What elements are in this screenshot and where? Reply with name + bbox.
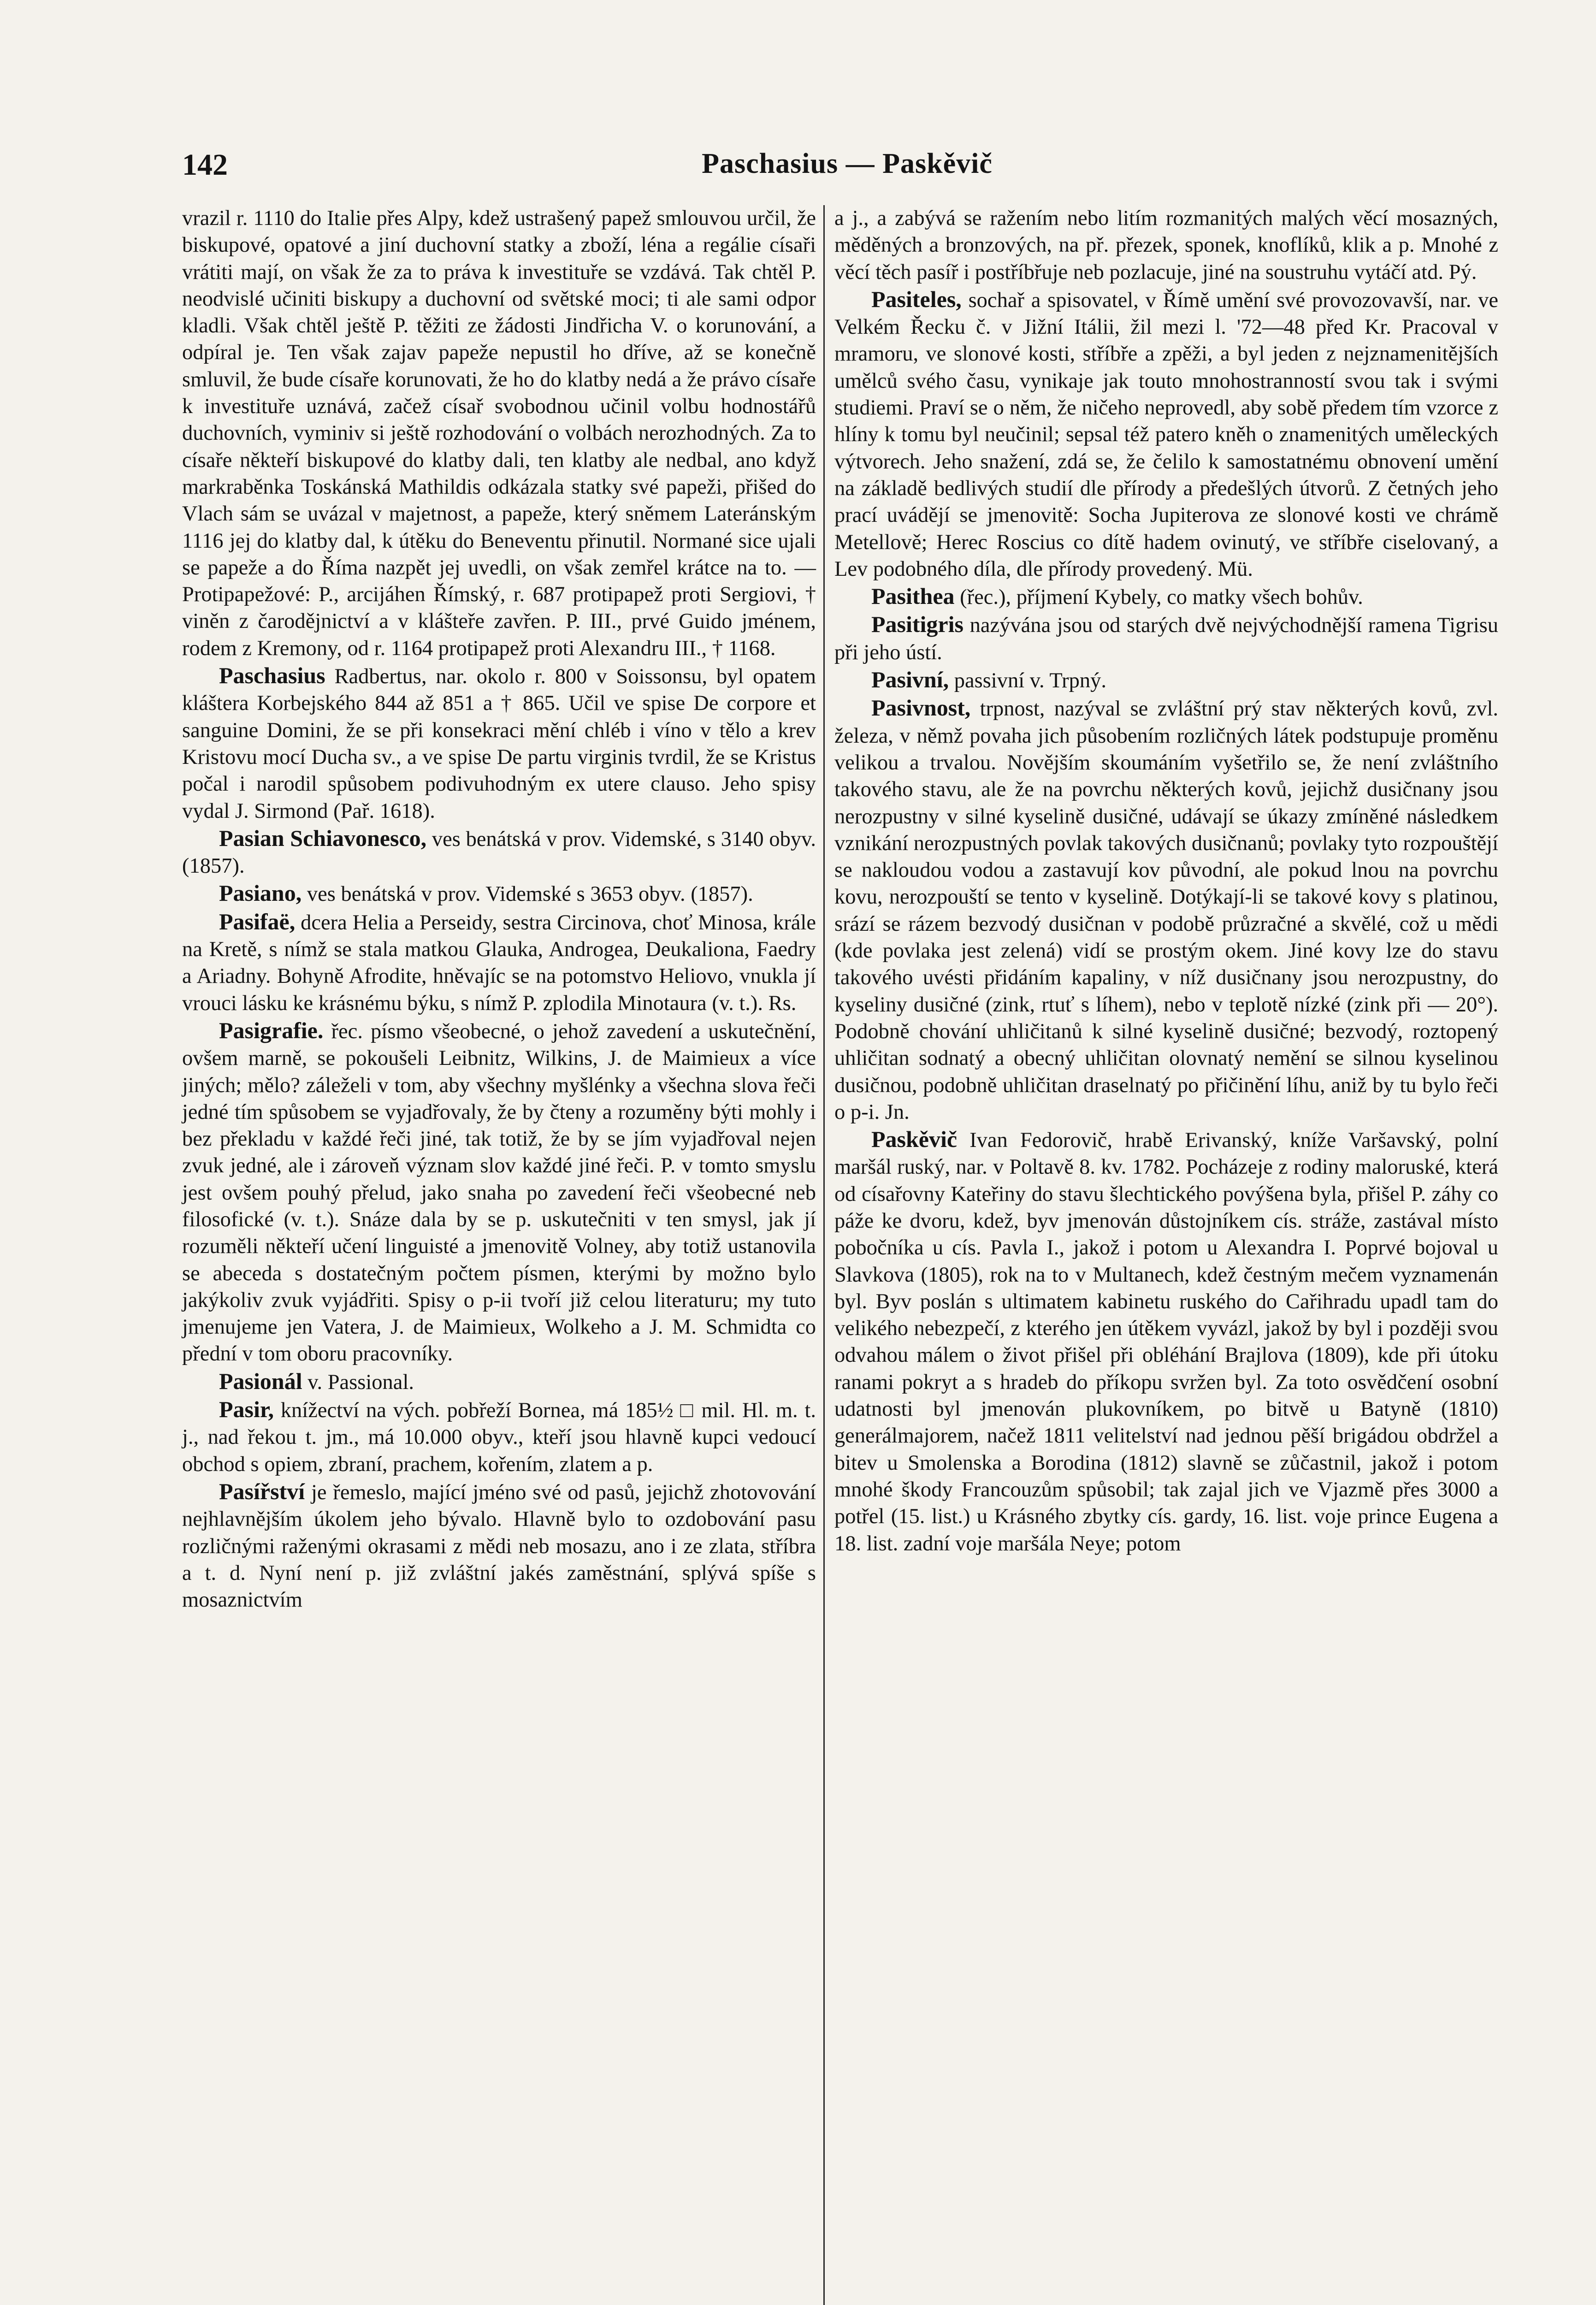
entry-headword: Pasithea — [871, 583, 955, 609]
entry-headword: Pasir, — [219, 1396, 274, 1423]
page-header — [182, 148, 1512, 184]
entry-text: sochař a spisovatel, v Římě umění své provozovavší, nar. ve Velkém Řecku č. v Jižní Itálii, žil mezi l. '72—48 před Kr. Pracoval v mramoru, ve slonové kosti, stříbře a zpěži, a byl jeden z nejznamenitějších umělců svého času, vynikaje jak touto mnohostranností svou tak i svými studiemi. Praví se o něm, že ničeho neprovedl, aby sobě předem tím vzorce z hlíny k tomu byl neučinil; sepsal též patero kněh o znamenitých uměleckých výtvorech. Jeho snažení, zdá se, že čelilo k samostatnému obnovení umění na základě bedlivých studií dle přírody a předešlých útvorů. Z četných jeho prací uvádějí se jmenovitě: Socha Jupiterova ze slonové kosti ve chrámě Metellově; Herec Roscius co dítě hadem ovinutý, ve stříbře ciselovaný, a Lev podobného díla, dle přírody provedený. Mü. — [834, 288, 1499, 581]
entry-headword: Pasířství — [219, 1478, 305, 1504]
dictionary-entry — [182, 205, 816, 662]
entry-text: dcera Helia a Perseidy, sestra Circinova, choť Minosa, krále na Kretě, s nímž se stala matkou Glauka, Androgea, Deukaliona, Faedry a Ariadny. Bohyně Afrodite, hněvajíc se na potomstvo Heliovo, vnukla jí vrouci lásku ke krásnému býku, s nímž P. zplodila Minotaura (v. t.). Rs. — [182, 910, 816, 1015]
entry-text: je řemeslo, mající jméno své od pasů, jejichž zhotovování nejhlavnějším úkolem jeho bývalo. Hlavně bylo to ozdobování pasu rozličnými raženými okrasami z mědi neb mosazu, ano i ze zlata, stříbra a t. d. Nyní není p. již zvláštní jakés zaměstnání, splývá spíše s mosaznictvím — [182, 1480, 816, 1612]
entry-headword: Paschasius — [219, 662, 325, 689]
dictionary-entry — [834, 666, 1498, 694]
entry-headword: Paskěvič — [871, 1126, 958, 1152]
entry-text: Radbertus, nar. okolo r. 800 v Soissonsu, byl opatem kláštera Korbejského 844 až 851 a † 865. Učil ve spise De corpore et sanguine Domini, že se při konsekraci mění chléb i víno v tělo a krev Kristovu mocí Ducha sv., a ve spise De partu virginis tvrdil, že se Kristus počal i narodil spůsobem podivuhodným ex utere clauso. Jeho spisy vydal J. Sirmond (Pař. 1618). — [182, 665, 816, 823]
entry-text: nazývána jsou od starých dvě nejvýchodnější ramena Tigrisu při jeho ústí. — [834, 614, 1498, 664]
entry-text: trpnost, nazýval se zvláštní prý stav některých kovů, zvl. železa, v němž povaha jich působením rozličných látek podstupuje proměnu velikou a trvalou. Novějším skoumáním vyšetřilo se, že není zvláštního takového stavu, ale že na povrchu některých kovů, jejichž dusičnany jsou nerozpustny v silné kyselině dusičné, udávají se úkazy zmíněné následkem vznikání nerozpustných povlak takových dusičnanů; povlaky tyto rozpouštějí se nakloudou vodou a zastavují kov původní, ale pokud lnou na povrchu kovu, nerozpouští se tento v kyselině. Dotýkají-li se takové kovy s platinou, srází se rázem bezvodý dusičnan v podobě průzračné a skvělé, což u mědi (kde povlaka jest zelená) vidí se prostým okem. Jiné kovy lze do stavu takového uvésti přidáním kapaliny, v níž dusičnany jsou nerozpustny, do kyseliny dusičné (zink, rtuť s líhem), nebo v teplotě nízké (zink při — 20°). Podobně chování uhličitanů k silné kyselině dusičné; bezvodý, roztopený uhličitan sodnatý a obecný uhličitan olovnatý nemění se silnou kyselinou dusičnou, podobně uhličitan draselnatý po přičinění líhu, aniž by tu bylo řeči o p-i. Jn. — [834, 697, 1498, 1124]
entry-headword: Pasiteles, — [871, 286, 962, 312]
entry-headword: Pasian Schiavonesco, — [219, 825, 427, 851]
dictionary-entry — [182, 1396, 816, 1478]
dictionary-entry — [182, 880, 816, 908]
dictionary-entry — [182, 908, 816, 1017]
entry-text: Ivan Fedorovič, hrabě Erivanský, kníže Varšavský, polní maršál ruský, nar. v Poltavě 8. kv. 1782. Pocházeje z rodiny maloruské, která od císařovny Kateřiny do stavu šlechtického povýšena byla, přišel P. záhy co páže ke dvoru, kdež, byv jmenován důstojníkem cís. stráže, zastával místo pobočníka u cís. Pavla I., jakož i potom u Alexandra I. Poprvé bojoval u Slavkova (1805), rok na to v Multanech, kdež čestným mečem vyznamenán byl. Byv poslán s ultimatem kabinetu ruského do Cařihradu upadl tam do velikého nebezpečí, z kterého jen útěkem vyvázl, jakož by byl i později svou odvahou málem o život přišel při obléhání Brajlova (1809), kde při útoku ranami pokryt a s hradeb do příkopu svržen byl. Za toto osvědčení osobní udatnosti byl jmenován plukovníkem, po bitvě u Batyně (1810) generálmajorem, načež 1811 velitelství nad jednou pěší brigádou obdržel a bitev u Smolenska a Borodina (1812) slavně se zůčastnil, jakož i potom mnohé škody Francouzům spůsobil; tak zajal jich ve Vjazmě přes 3000 a potřel (15. list.) u Krásného zbytky cís. gardy, 16. list. voje prince Eugena a 18. list. zadní voje maršála Neye; potom — [834, 1129, 1498, 1555]
dictionary-entry — [182, 825, 816, 880]
entry-text: řec. písmo všeobecné, o jehož zavedení a uskutečnění, ovšem marně, se pokoušeli Leibnitz, Wilkins, J. de Maimieux a více jiných; mělo? záleželi v tom, aby všechny myšlénky a všechna slova řeči jedné tím spůsobem se vyjadřovaly, že by čteny a rozuměny býti mohly i bez překladu v každé řeči jiné, tak totiž, že by se jím vyjadřoval nejen zvuk jedné, ale i zároveň význam slov každé jiné řeči. P. v tomto smyslu jest ovšem pouhý přelud, jako snaha po zavedení řeči všeobecné neb filosofické (v. t.). Snáze dala by se p. uskutečniti v ten smysl, jak jí rozuměli někteří učení linguisté a jmenovitě Volney, aby totiž ustanovila se abeceda s dostatečným počtem písmen, kterými by možno bylo jakýkoliv zvuk vyjádřiti. Spisy o p-ii tvoří již celou literaturu; my tuto jmenujeme jen Vatera, J. de Maimieux, Wolkeho a J. M. Schmidta co přední v tom oboru pracovníky. — [182, 1019, 816, 1366]
dictionary-entry — [834, 611, 1498, 666]
dictionary-entry — [182, 1368, 816, 1396]
entry-headword: Pasiano, — [219, 880, 302, 906]
entry-headword: Pasitigris — [871, 611, 964, 638]
entry-text: passivní v. Trpný. — [954, 669, 1107, 693]
dictionary-entry — [182, 1017, 816, 1368]
dictionary-entry — [182, 662, 816, 825]
left-column — [182, 205, 816, 1614]
right-column — [834, 205, 1498, 1557]
dictionary-entry — [182, 1478, 816, 1614]
column-divider — [823, 205, 825, 2305]
entry-text: a j., a zabývá se ražením nebo litím rozmanitých malých věcí mosazných, měděných a bronzových, na př. přezek, sponek, knoflíků, klik a p. Mnohé z věcí těch pasíř i postříbřuje neb pozlacuje, jiné na soustruhu vytáčí atd. Pý. — [834, 207, 1498, 284]
entry-text: vrazil r. 1110 do Italie přes Alpy, kdež ustrašený papež smlouvou určil, že biskupové, opatové a jiní duchovní statky a zboží, léna a regálie císaři vrátiti mají, on však že za to práva k investituře se vzdává. Tak chtěl P. neodvislé učiniti biskupy a duchovní od světské moci; ti ale sami odpor kladli. Však chtěl ještě P. těžiti ze žádosti Jindřicha V. o korunování, a odpíral je. Ten však zajav papeže nepustil ho dříve, až se konečně smluvil, že bude císaře korunovati, že ho do klatby nedá a že právo císaře k investituře uznává, začež císař svobodnou učinil volbu hodnostářů duchovních, vyminiv si ještě rozhodování o volbách nerozhodných. Za to císaře někteří biskupové do klatby dali, ten klatby ale nedbal, ano když markraběnka Toskánská Mathildis odkázala statky své papeži, přišed do Vlach sám se uvázal v majetnost, a papeže, který sněmem Lateránským 1116 jej do klatby dal, k útěku do Beneventu přinutil. Normané sice ujali se papeže a do Říma nazpět jej uvedli, on však zemřel krátce na to. — Protipapežové: P., arcijáhen Římský, r. 687 protipapež proti Sergiovi, † viněn z čarodějnictví a v klášteře zavřen. P. III., prvé Guido jménem, rodem z Kremony, od r. 1164 protipapež proti Alexandru III., † 1168. — [182, 207, 816, 660]
entry-headword: Pasigrafie. — [219, 1017, 324, 1043]
dictionary-entry — [834, 694, 1498, 1126]
dictionary-entry — [834, 583, 1498, 611]
dictionary-entry — [834, 205, 1498, 286]
entry-text: (řec.), příjmení Kybely, co matky všech bohův. — [960, 585, 1363, 609]
dictionary-entry — [834, 1126, 1498, 1557]
entry-text: v. Passional. — [307, 1370, 414, 1394]
entry-headword: Pasivní, — [871, 667, 949, 693]
entry-text: knížectví na vých. pobřeží Bornea, má 185½ □ mil. Hl. m. t. j., nad řekou t. jm., má 10.000 obyv., kteří jsou hlavně kupci vedoucí obchod s opiem, zbraní, prachem, kořením, zlatem a p. — [182, 1399, 816, 1476]
entry-headword: Pasivnost, — [871, 695, 971, 721]
entry-headword: Pasifaë, — [219, 908, 296, 934]
dictionary-entry — [834, 286, 1498, 583]
running-head: Paschasius — Paskěvič — [702, 148, 993, 179]
page-number: 142 — [182, 148, 228, 182]
entry-text: ves benátská v prov. Videmské, s 3140 obyv. (1857). — [182, 827, 816, 878]
entry-headword: Pasionál — [219, 1368, 302, 1394]
entry-text: ves benátská v prov. Videmské s 3653 obyv. (1857). — [307, 882, 753, 906]
